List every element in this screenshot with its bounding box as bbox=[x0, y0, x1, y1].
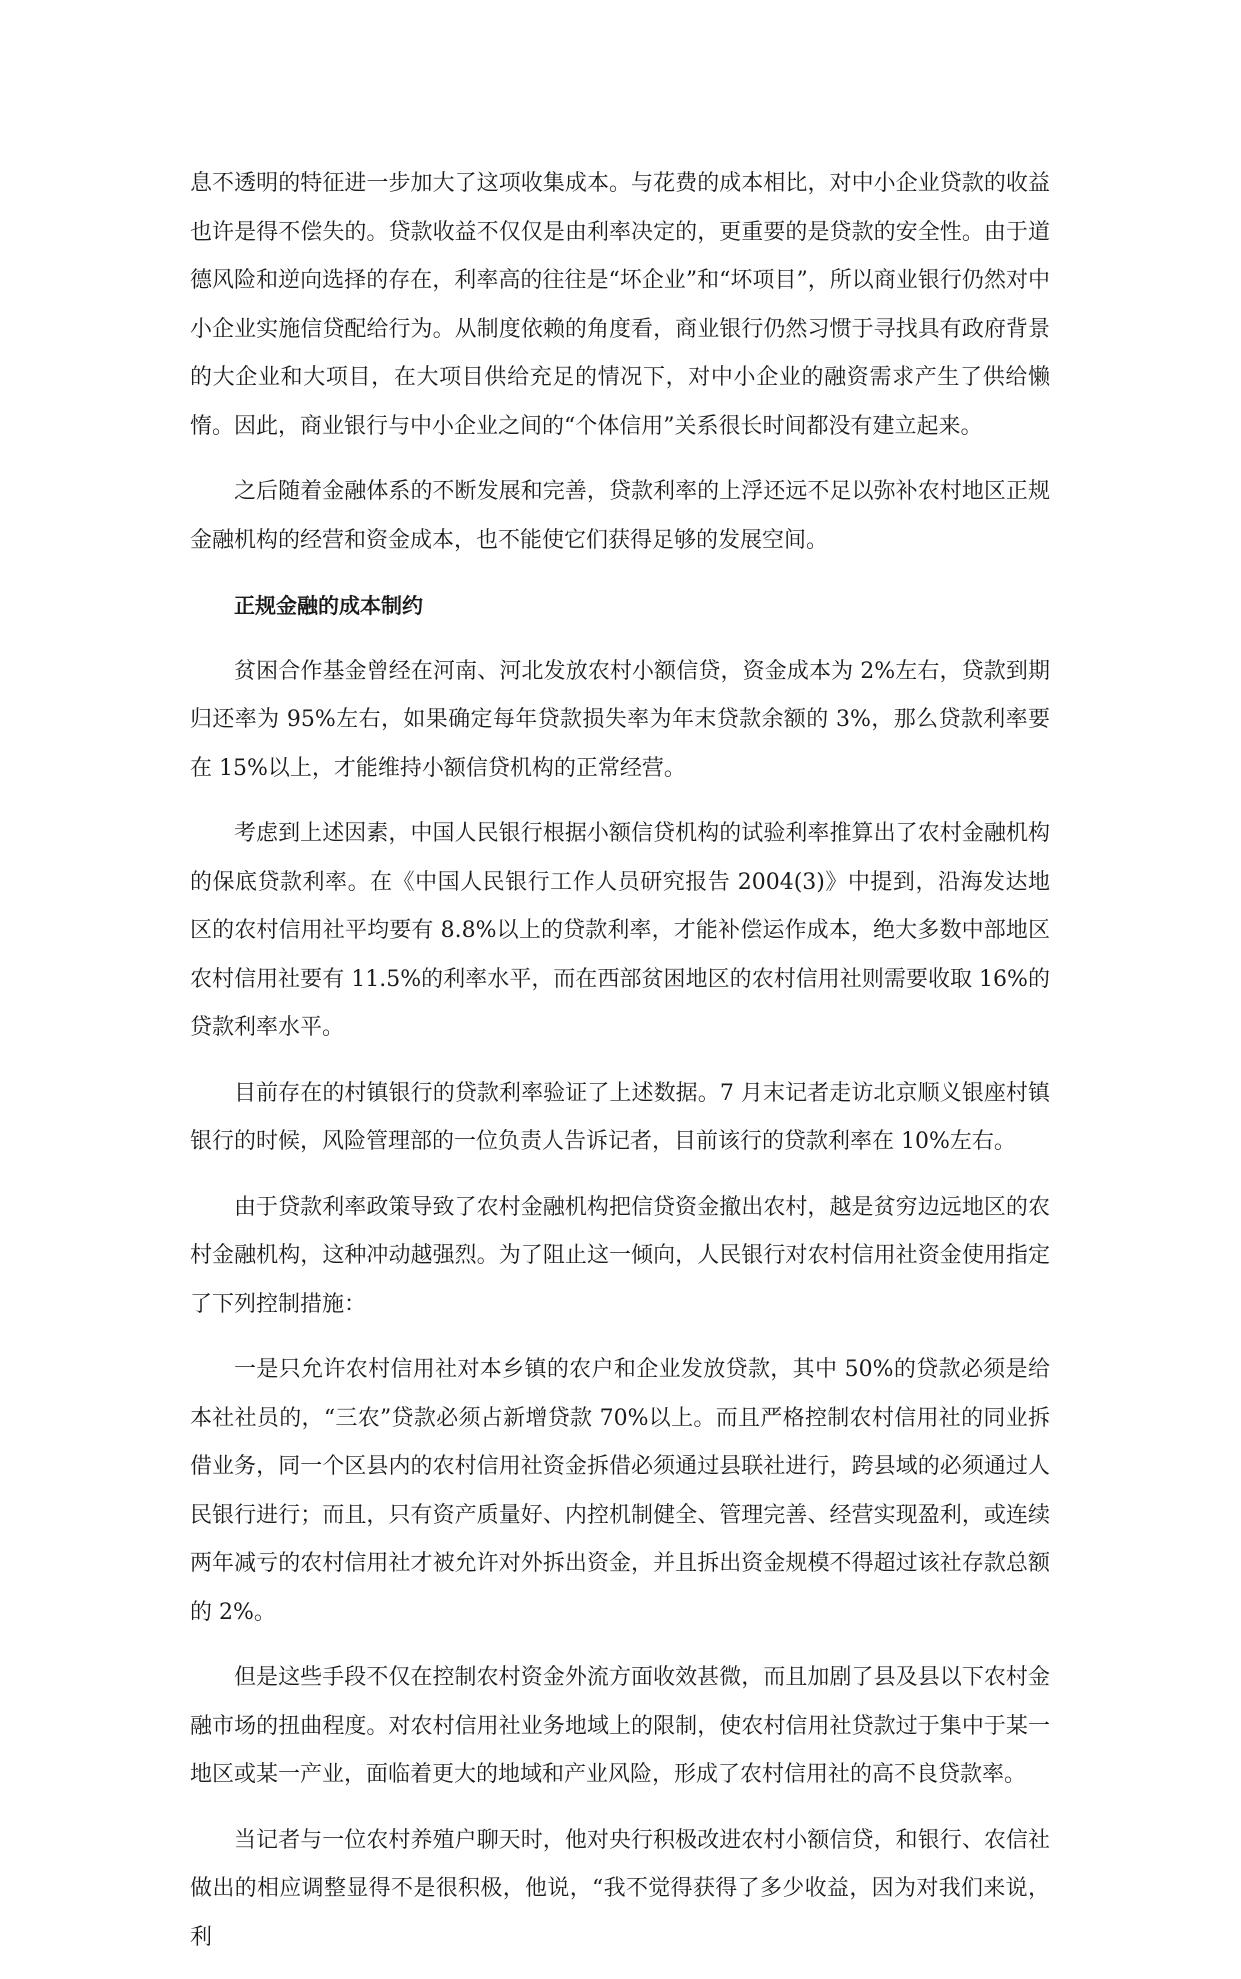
paragraph: 但是这些手段不仅在控制农村资金外流方面收效甚微，而且加剧了县及县以下农村金融市场的扭曲程度。对农村信用社业务地域上的限制，使农村信用社贷款过于集中于某一地区或某一产业，面临着更大的地域和产业风险，形成了农村信用社的高不良贷款率。 bbox=[190, 1665, 1050, 1787]
paragraph: 之后随着金融体系的不断发展和完善，贷款利率的上浮还远不足以弥补农村地区正规金融机构的经营和资金成本，也不能使它们获得足够的发展空间。 bbox=[190, 479, 1050, 553]
paragraph: 由于贷款利率政策导致了农村金融机构把信贷资金撤出农村，越是贫穷边远地区的农村金融机构，这种冲动越强烈。为了阻止这一倾向，人民银行对农村信用社资金使用指定了下列控制措施： bbox=[190, 1194, 1050, 1317]
paragraph: 考虑到上述因素，中国人民银行根据小额信贷机构的试验利率推算出了农村金融机构的保底贷款利率。在《中国人民银行工作人员研究报告 2004(3)》中提到，沿海发达地区的农村信用社平均要有 8.8%以上的贷款利率，才能补偿运作成本，绝大多数中部地区农村信用社要有 11.5%的利率水平，而在西部贫困地区的农村信用社则需要收取 16%的贷款利率水平。 bbox=[190, 821, 1050, 1040]
paragraph: 当记者与一位农村养殖户聊天时，他对央行积极改进农村小额信贷，和银行、农信社做出的相应调整显得不是很积极，他说，“我不觉得获得了多少收益，因为对我们来说，利 bbox=[190, 1827, 1050, 1950]
document-body bbox=[190, 160, 1050, 1979]
section-heading: 正规金融的成本制约 bbox=[234, 594, 423, 618]
paragraph: 目前存在的村镇银行的贷款利率验证了上述数据。7 月末记者走访北京顺义银座村镇银行的时候，风险管理部的一位负责人告诉记者，目前该行的贷款利率在 10%左右。 bbox=[190, 1080, 1050, 1154]
paragraph: 一是只允许农村信用社对本乡镇的农户和企业发放贷款，其中 50%的贷款必须是给本社社员的，“三农”贷款必须占新增贷款 70%以上。而且严格控制农村信用社的同业拆借业务，同一个区县内的农村信用社资金拆借必须通过县联社进行，跨县域的必须通过人民银行进行；而且，只有资产质量好、内控机制健全、管理完善、经营实现盈利，或连续两年减亏的农村信用社才被允许对外拆出资金，并且拆出资金规模不得超过该社存款总额的 2%。 bbox=[190, 1357, 1050, 1625]
paragraph-continued: 息不透明的特征进一步加大了这项收集成本。与花费的成本相比，对中小企业贷款的收益也许是得不偿失的。贷款收益不仅仅是由利率决定的，更重要的是贷款的安全性。由于道德风险和逆向选择的存在，利率高的往往是“坏企业”和“坏项目”，所以商业银行仍然对中小企业实施信贷配给行为。从制度依赖的角度看，商业银行仍然习惯于寻找具有政府背景的大企业和大项目，在大项目供给充足的情况下，对中小企业的融资需求产生了供给懒惰。因此，商业银行与中小企业之间的“个体信用”关系很长时间都没有建立起来。 bbox=[190, 171, 1050, 439]
paragraph: 贫困合作基金曾经在河南、河北发放农村小额信贷，资金成本为 2%左右，贷款到期归还率为 95%左右，如果确定每年贷款损失率为年末贷款余额的 3%，那么贷款利率要在 15%以上，才能维持小额信贷机构的正常经营。 bbox=[190, 658, 1050, 781]
